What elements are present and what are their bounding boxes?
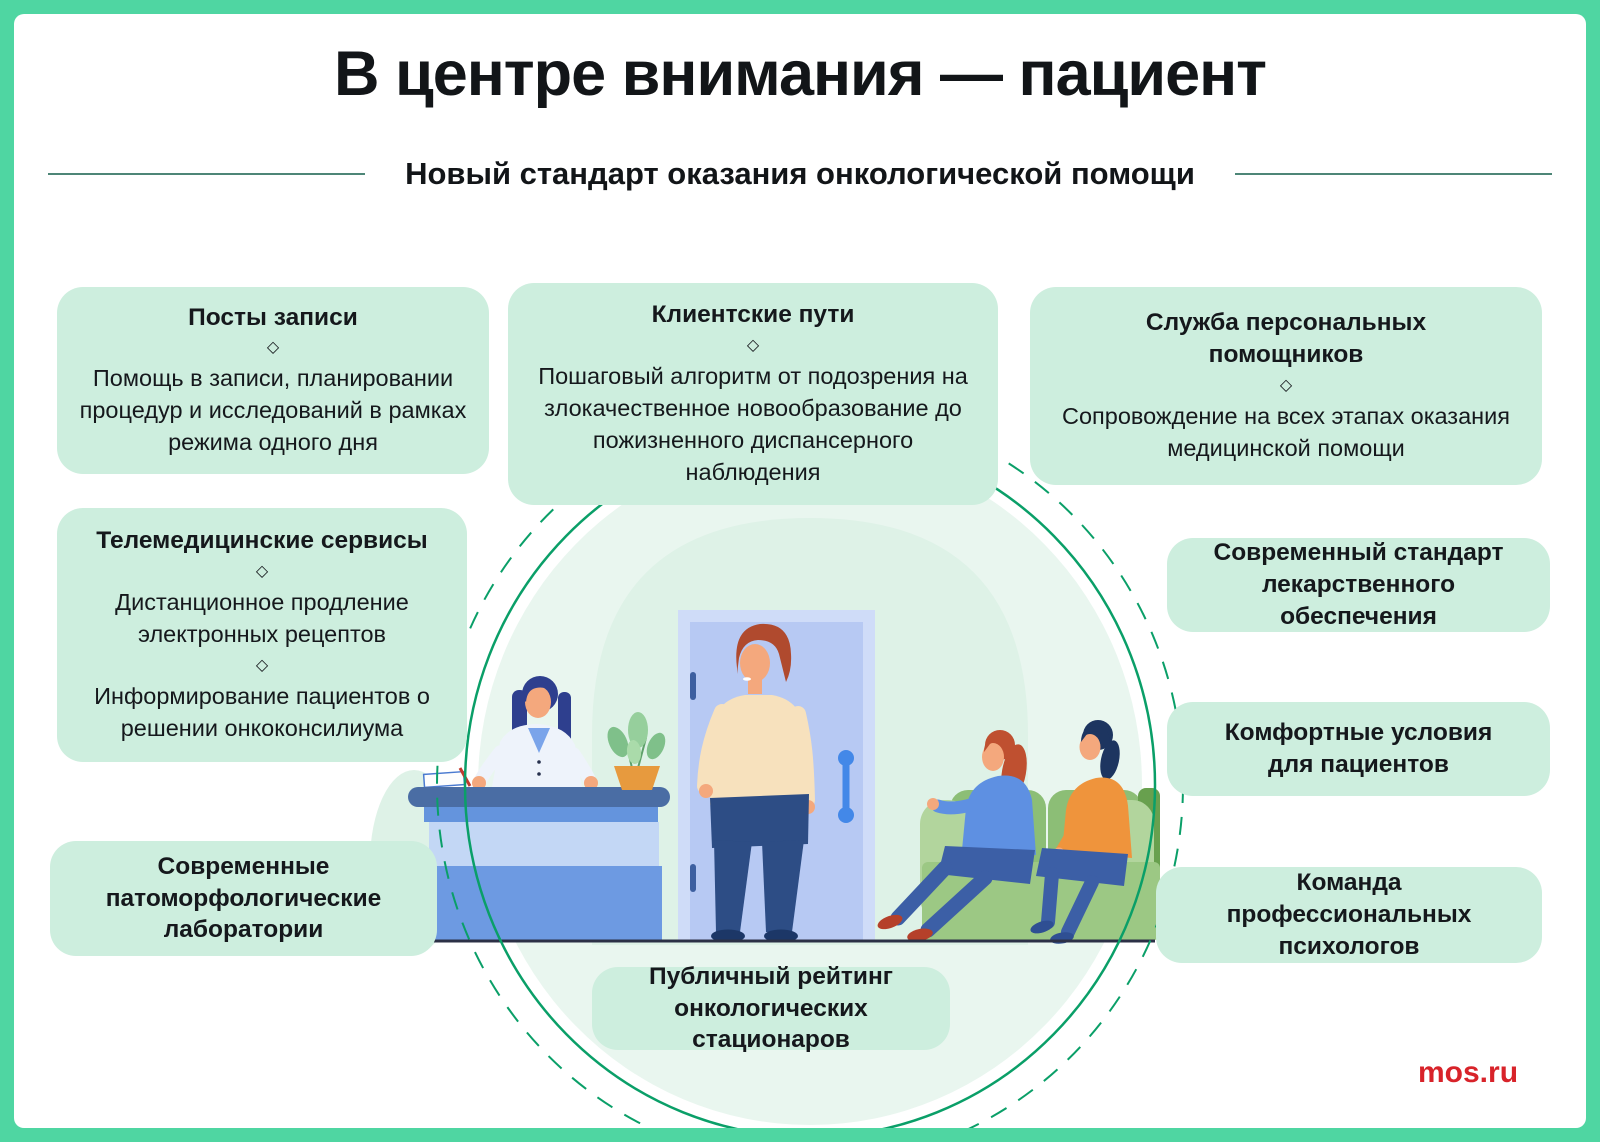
box-item: Сопровождение на всех этапах оказания медицинской помощи: [1062, 402, 1510, 461]
box-title: Служба персональных помощников: [1145, 309, 1427, 369]
info-box-pathomorphology-labs: [50, 841, 437, 956]
box-item: Помощь в записи, планировании процедур и исследований в рамках режима одного дня: [79, 365, 467, 456]
box-title: Посты записи: [188, 303, 358, 331]
info-box-posts: [57, 287, 489, 474]
poster-canvas: [14, 14, 1586, 1128]
box-title: Публичный рейтинг онкологических стационаров: [649, 962, 893, 1054]
diamond-icon: ◇: [1279, 376, 1293, 394]
box-item: Пошаговый алгоритм от подозрения на злокачественное новообразование до пожизненного диспансерного наблюдения: [538, 363, 968, 485]
info-box-public-rating: [592, 962, 950, 1054]
reception-desk: [408, 768, 670, 941]
page-title: В центре внимания — пациент: [333, 39, 1267, 109]
info-box-client-paths: [508, 283, 998, 505]
subtitle-row: [48, 156, 1552, 192]
diamond-icon: ◇: [255, 563, 269, 581]
page-subtitle: Новый стандарт оказания онкологической помощи: [405, 156, 1195, 191]
box-title: Современный стандарт лекарственного обеспечения: [1213, 539, 1504, 630]
info-box-comfort: [1167, 702, 1550, 796]
box-title: Команда профессиональных психологов: [1226, 869, 1472, 960]
subtitle-line-right: [1235, 173, 1552, 175]
box-item: Дистанционное продление электронных рецептов: [115, 589, 409, 647]
info-box-psychologists: [1156, 867, 1542, 963]
diamond-icon: ◇: [746, 337, 760, 355]
box-title: Современные патоморфологические лаборатории: [105, 852, 382, 944]
diamond-icon: ◇: [255, 656, 269, 674]
diamond-icon: ◇: [266, 339, 280, 357]
info-box-personal-assistants: [1030, 287, 1542, 485]
box-title: Телемедицинские сервисы: [96, 527, 428, 555]
box-title: Клиентские пути: [651, 301, 855, 329]
poster-content: [14, 14, 1586, 1128]
box-title: Комфортные условия для пациентов: [1224, 719, 1493, 778]
info-box-telemedicine: [57, 508, 467, 762]
paper-tray: [424, 772, 465, 788]
info-box-drug-standard: [1167, 538, 1550, 632]
subtitle-line-left: [48, 173, 365, 175]
mos-ru-logo: mos.ru: [1418, 1056, 1519, 1089]
box-item: Информирование пациентов о решении онкоконсилиума: [94, 682, 430, 741]
